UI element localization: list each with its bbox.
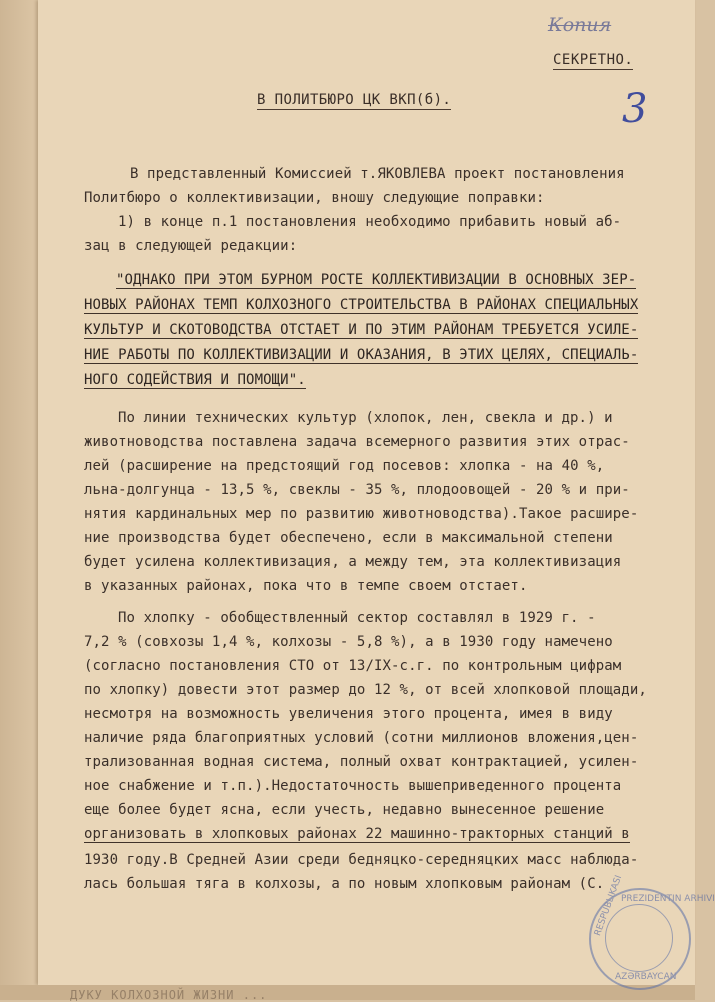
body-line: 1) в конце п.1 постановления необходимо прибавить новый аб- <box>118 214 622 230</box>
body-line-quote: НОГО СОДЕЙСТВИЯ И ПОМОЩИ". <box>84 372 306 388</box>
body-line-underlined: организовать в хлопковых районах 22 машинно-тракторных станций в <box>84 826 630 842</box>
body-line: нятия кардинальных мер по развитию животноводства).Такое расшире- <box>84 506 639 522</box>
stamp-text-top: PREZIDENTIN ARHIVI <box>621 894 715 904</box>
body-line: несмотря на возможность увеличения этого процента, имея в виду <box>84 706 613 722</box>
classification-mark: СЕКРЕТНО. <box>553 52 634 68</box>
body-line-quote: НИЕ РАБОТЫ ПО КОЛЛЕКТИВИЗАЦИИ И ОКАЗАНИЯ, В ЭТИХ ЦЕЛЯХ, СПЕЦИАЛЬ- <box>84 347 639 363</box>
body-line-quote: "ОДНАКО ПРИ ЭТОМ БУРНОМ РОСТЕ КОЛЛЕКТИВИЗАЦИИ В ОСНОВНЫХ ЗЕР- <box>116 272 637 288</box>
stamp-inner-ring <box>605 904 673 972</box>
body-line-quote: КУЛЬТУР И СКОТОВОДСТВА ОТСТАЕТ И ПО ЭТИМ РАЙОНАМ ТРЕБУЕТСЯ УСИЛЕ- <box>84 322 639 338</box>
body-line: По линии технических культур (хлопок, лен, свекла и др.) и <box>118 410 613 426</box>
body-line: ное снабжение и т.п.).Недостаточность вышеприведенного процента <box>84 778 622 794</box>
body-line: по хлопку) довести этот размер до 12 %, от всей хлопковой площади, <box>84 682 647 698</box>
body-line: лась большая тяга в колхозы, а по новым хлопковым районам (С. <box>84 876 605 892</box>
body-line: трализованная водная система, полный охват контрактацией, усилен- <box>84 754 639 770</box>
body-line: наличие ряда благоприятных условий (сотни миллионов вложения,цен- <box>84 730 639 746</box>
underlying-page-text: ДУКУ КОЛХОЗНОЙ ЖИЗНИ ... <box>70 988 268 1002</box>
body-line: По хлопку - обобществленный сектор составлял в 1929 г. - <box>118 610 596 626</box>
body-line: 7,2 % (совхозы 1,4 %, колхозы - 5,8 %), а в 1930 году намечено <box>84 634 613 650</box>
stamp-text-bottom: AZƏRBAYCAN <box>615 972 677 982</box>
body-line: в указанных районах, пока что в темпе своем отстает. <box>84 578 528 594</box>
binding-strip <box>0 0 38 1000</box>
body-line: 1930 году.В Средней Азии среди бедняцко-середняцких масс наблюда- <box>84 852 639 868</box>
handwritten-page-number: 3 <box>622 86 648 132</box>
body-line: животноводства поставлена задача всемерного развития этих отрас- <box>84 434 630 450</box>
addressee-heading: В ПОЛИТБЮРО ЦК ВКП(б). <box>257 92 452 108</box>
body-line-quote: НОВЫХ РАЙОНАХ ТЕМП КОЛХОЗНОГО СТРОИТЕЛЬСТВА В РАЙОНАХ СПЕЦИАЛЬНЫХ <box>84 297 639 313</box>
copy-handwritten-note: Копия <box>548 14 612 36</box>
body-line: ние производства будет обеспечено, если в максимальной степени <box>84 530 613 546</box>
body-line: Политбюро о коллективизации, вношу следующие поправки: <box>84 190 545 206</box>
body-line: лей (расширение на предстоящий год посевов: хлопка - на 40 %, <box>84 458 605 474</box>
body-line: льна-долгунца - 13,5 %, свеклы - 35 %, плодоовощей - 20 % и при- <box>84 482 630 498</box>
body-line: еще более будет ясна, если учесть, недавно вынесенное решение <box>84 802 605 818</box>
stamp-text-left: RESPUBLIKASI <box>593 874 625 938</box>
body-line: (согласно постановления СТО от 13/IX-с.г. по контрольным цифрам <box>84 658 622 674</box>
archive-stamp <box>589 874 715 990</box>
body-line: будет усилена коллективизация, а между тем, эта коллективизация <box>84 554 622 570</box>
body-line: В представленный Комиссией т.ЯКОВЛЕВА проект постановления <box>130 166 625 182</box>
body-line: зац в следующей редакции: <box>84 238 298 254</box>
